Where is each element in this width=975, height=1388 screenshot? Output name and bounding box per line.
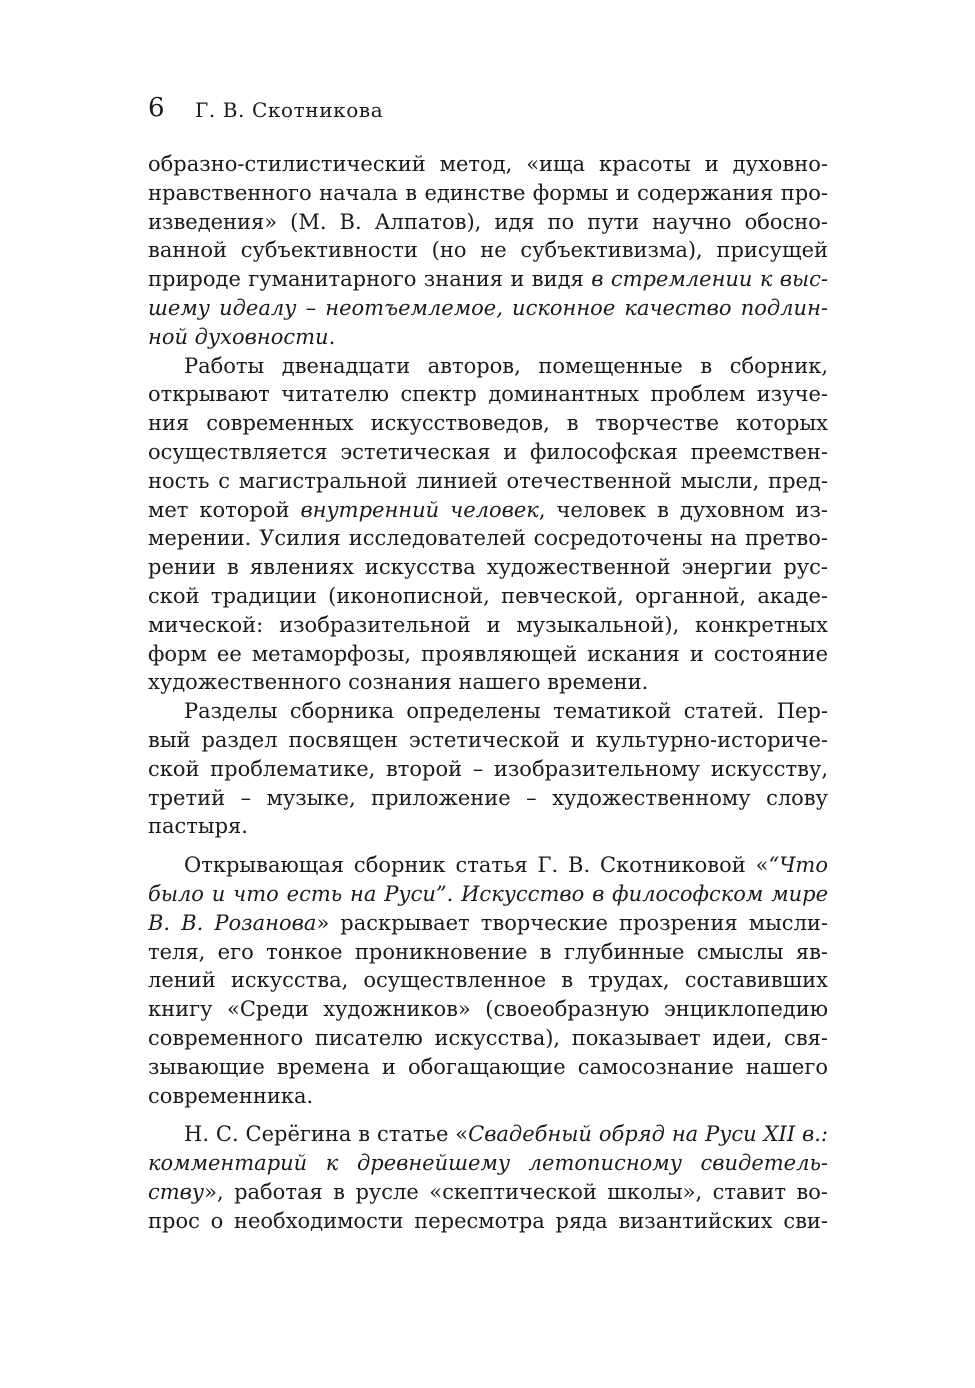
text-line [148,294,828,323]
text-run: ность с магистральной линией отечественной мысли, пред- [148,468,828,493]
text-run: мической: изобразительной и музыкальной), конкретных [148,612,828,637]
text-run: ванной субъективности (но не субъективизма), присущей [148,238,828,263]
text-run: теля, его тонкое проникновение в глубинные смыслы яв- [148,939,828,964]
text-run: художественного сознания нашего времени. [148,670,649,695]
running-head: Г. В. Скотникова [195,98,384,122]
text-run: вый раздел посвящен эстетической и культурно-историче- [148,727,828,752]
text-line [148,812,828,841]
paragraph [148,697,828,841]
italic-run: комментарий к древнейшему летописному свидетель- [148,1151,828,1176]
text-run: рении в явлениях искусства художественной энергии рус- [148,555,828,580]
text-run: современного писателю искусства), показывает идеи, свя- [148,1025,828,1050]
text-line [148,668,828,697]
text-line [148,265,828,294]
italic-run: Свадебный обряд на Руси XII в.: [468,1122,828,1147]
text-run: ской традиции (иконописной, певческой, органной, акаде- [148,583,828,608]
text-run: Работы двенадцати авторов, помещенные в сборник, [184,353,828,378]
text-run: , человек в духовном из- [538,497,828,522]
text-line [148,784,828,813]
text-run: Разделы сборника определены тематикой статей. Пер- [184,699,828,724]
italic-run: В. В. Розанова [148,910,317,935]
text-run: мет которой [148,497,301,522]
text-line [148,438,828,467]
italic-run: было и что есть на Руси”. Искусство в философском мире [148,881,828,906]
text-run: Открывающая сборник статья Г. В. Скотниковой « [184,853,769,878]
text-line [148,553,828,582]
text-run: » раскрывает творческие прозрения мысли- [316,910,828,935]
text-line [148,1120,828,1149]
text-run: природе гуманитарного знания и видя [148,267,592,292]
text-run: пастыря. [148,814,248,839]
text-line [148,467,828,496]
text-run: осуществляется эстетическая и философская преемствен- [148,439,828,464]
text-line [148,726,828,755]
text-run: третий – музыке, приложение – художественному слову [148,785,828,810]
text-run: прос о необходимости пересмотра ряда византийских сви- [148,1208,828,1233]
text-line [148,1149,828,1178]
text-line [148,524,828,553]
text-line [148,1207,828,1236]
text-line [148,611,828,640]
text-line [148,1082,828,1111]
text-run: книгу «Среди художников» (своеобразную энциклопедию [148,997,828,1022]
text-line [148,208,828,237]
text-line [148,909,828,938]
italic-run: “Что [768,853,828,878]
text-line [148,938,828,967]
text-line [148,352,828,381]
text-line [148,640,828,669]
italic-run: в стремлении к выс- [591,267,828,292]
text-line [148,236,828,265]
paragraph [148,352,828,698]
page-number: 6 [148,93,165,123]
text-line [148,582,828,611]
text-run: открывают читателю спектр доминантных проблем изуче- [148,382,828,407]
text-line [148,1024,828,1053]
text-line [148,409,828,438]
text-line [148,697,828,726]
text-run: мерении. Усилия исследователей сосредоточены на претво- [148,526,828,551]
text-line [148,1178,828,1207]
italic-run: ству [148,1179,205,1204]
text-line [148,1053,828,1082]
text-run: образно-стилистический метод, «ища красоты и духовно- [148,152,828,176]
paragraph [148,150,828,352]
text-run: изведения» (М. В. Алпатов), идя по пути научно обосно- [148,209,828,234]
text-line [148,323,828,352]
text-line [148,380,828,409]
italic-run: внутренний человек [300,497,539,522]
text-run: современника. [148,1083,314,1108]
paragraph [148,851,828,1110]
text-line [148,496,828,525]
text-run: ния современных искусствоведов, в творчестве которых [148,411,828,436]
text-run: нравственного начала в единстве формы и содержания про- [148,180,828,205]
text-line [148,851,828,880]
italic-run: ной духовности [148,324,329,349]
text-line [148,880,828,909]
text-line [148,966,828,995]
text-body [148,150,828,1235]
text-run: Н. С. Серёгина в статье « [184,1122,469,1147]
text-run: . [328,324,336,349]
text-line [148,150,828,179]
text-line [148,179,828,208]
text-run: лений искусства, осуществленное в трудах, составивших [148,968,828,993]
text-line [148,755,828,784]
text-run: », работая в русле «скептической школы», ставит во- [204,1179,828,1204]
paragraph [148,1120,828,1235]
italic-run: шему идеалу – неотъемлемое, исконное качество подлин- [148,295,828,320]
text-run: форм ее метаморфозы, проявляющей искания и состояние [148,641,828,666]
text-run: зывающие времена и обогащающие самосознание нашего [148,1054,828,1079]
text-line [148,995,828,1024]
text-run: ской проблематике, второй – изобразительному искусству, [148,756,828,781]
